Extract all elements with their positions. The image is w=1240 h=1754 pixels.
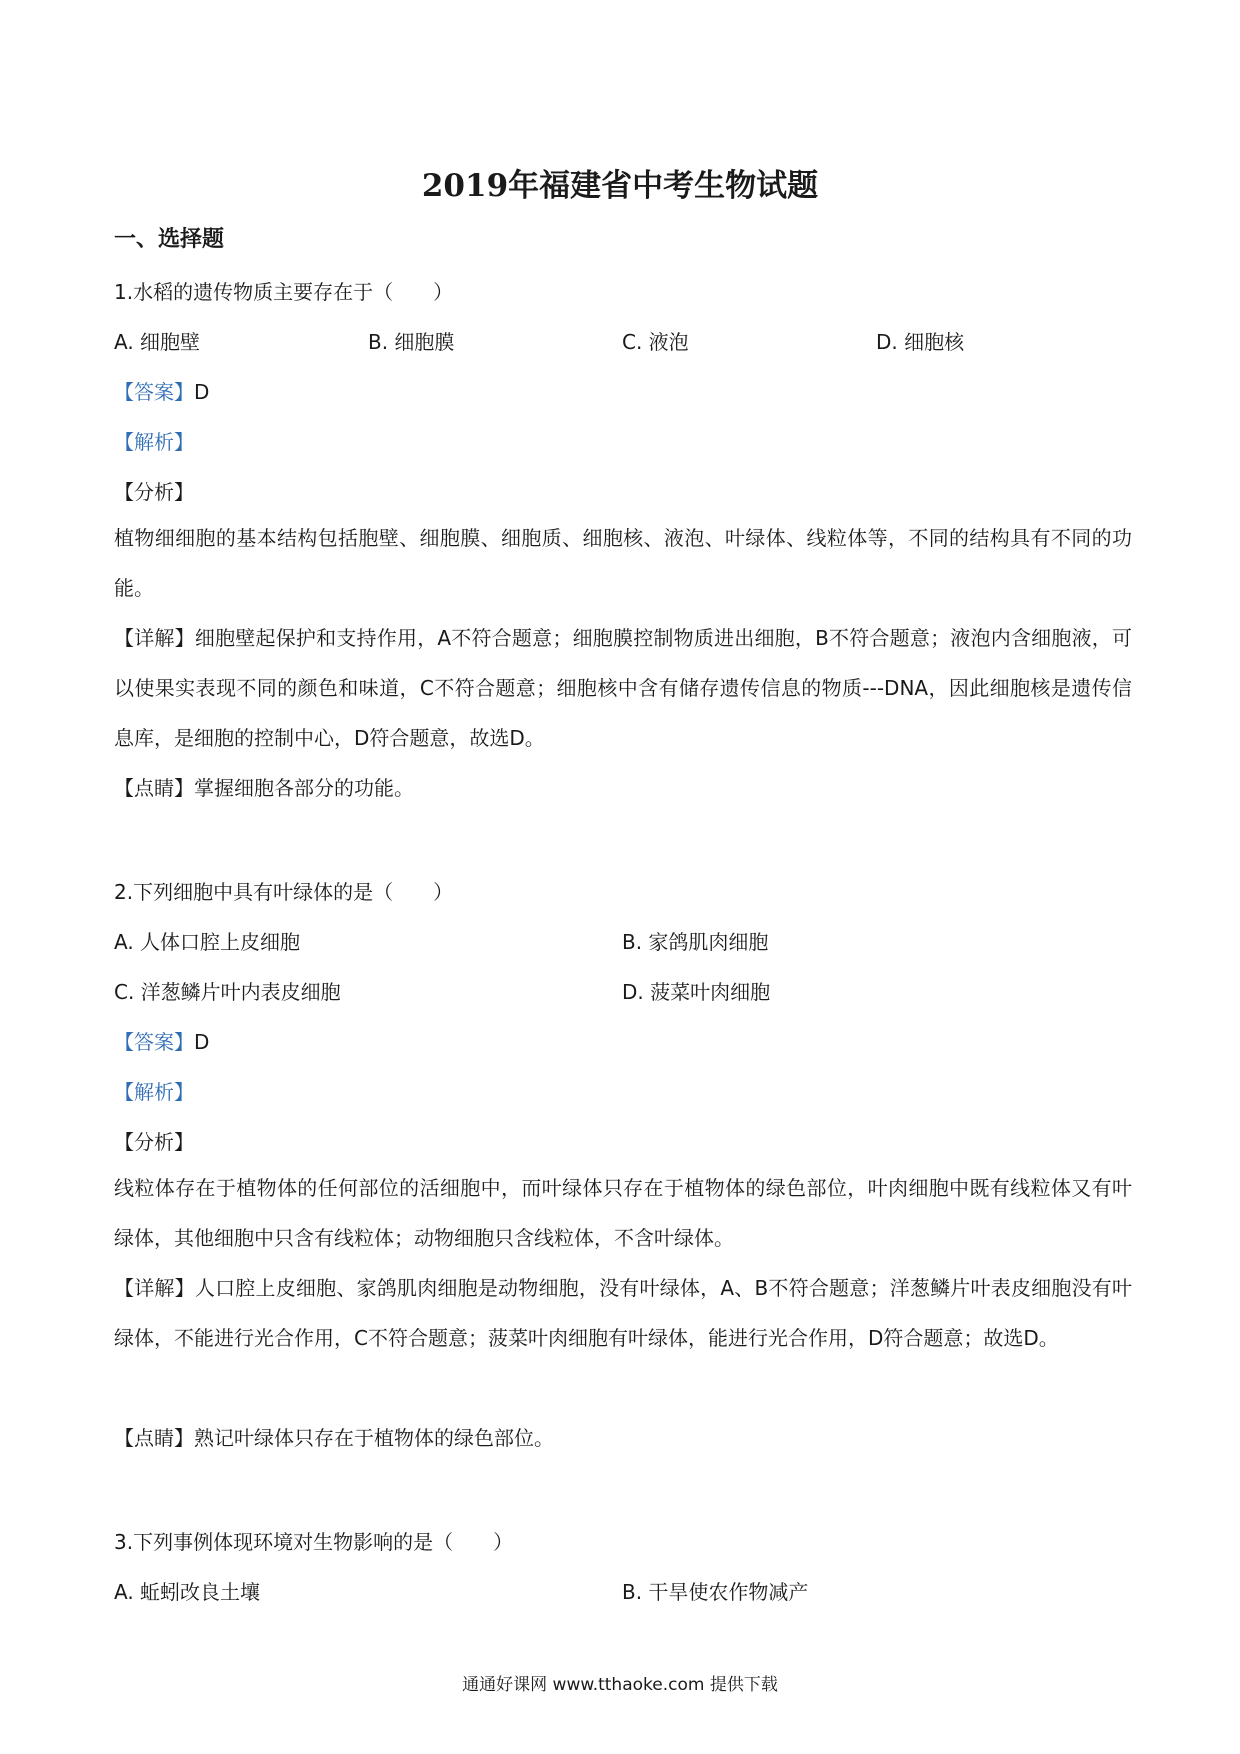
q1-detail xyxy=(114,613,1132,763)
q1-analysis-tag: 【解析】 xyxy=(114,430,194,454)
q2-detail-tag: 【详解】 xyxy=(114,1276,195,1300)
q2-option-d: D. 菠菜叶肉细胞 xyxy=(622,980,771,1004)
q1-option-b: B. 细胞膜 xyxy=(368,330,455,354)
q1-detail-tag: 【详解】 xyxy=(114,626,195,650)
q1-fenxi-tag: 【分析】 xyxy=(114,480,194,504)
q2-analysis-tag: 【解析】 xyxy=(114,1080,194,1104)
q1-option-c: C. 液泡 xyxy=(622,330,689,354)
q1-detail-text: 细胞壁起保护和支持作用，A不符合题意；细胞膜控制物质进出细胞，B不符合题意；液泡内含细胞液，可以使果实表现不同的颜色和味道，C不符合题意；细胞核中含有储存遗传信息的物质---DNA，因此细胞核是遗传信息库，是细胞的控制中心，D符合题意，故选D。 xyxy=(114,626,1133,750)
q1-point xyxy=(114,763,1132,813)
q2-detail-text: 人口腔上皮细胞、家鸽肌肉细胞是动物细胞，没有叶绿体，A、B不符合题意；洋葱鳞片叶表皮细胞没有叶绿体，不能进行光合作用，C不符合题意；菠菜叶肉细胞有叶绿体，能进行光合作用，D符合题意；故选D。 xyxy=(114,1276,1133,1350)
q2-option-c: C. 洋葱鳞片叶内表皮细胞 xyxy=(114,980,341,1004)
document-title: 2019年福建省中考生物试题 xyxy=(421,168,819,204)
q2-answer-value: D xyxy=(194,1030,210,1054)
section-heading: 一、选择题 xyxy=(114,226,225,252)
q2-answer-line xyxy=(114,1026,209,1055)
question-2-stem: 2.下列细胞中具有叶绿体的是（ ） xyxy=(114,880,454,904)
q1-point-text: 掌握细胞各部分的功能。 xyxy=(194,776,414,800)
q1-answer-value: D xyxy=(194,380,210,404)
q2-detail xyxy=(114,1263,1132,1363)
q2-answer-tag: 【答案】 xyxy=(114,1030,194,1054)
q2-point xyxy=(114,1413,1132,1463)
q1-answer-tag: 【答案】 xyxy=(114,380,194,404)
q2-fenxi-text: 线粒体存在于植物体的任何部位的活细胞中，而叶绿体只存在于植物体的绿色部位，叶肉细胞中既有线粒体又有叶绿体，其他细胞中只含有线粒体；动物细胞只含线粒体，不含叶绿体。 xyxy=(114,1176,1132,1250)
question-3-stem: 3.下列事例体现环境对生物影响的是（ ） xyxy=(114,1530,514,1554)
question-1-stem: 1.水稻的遗传物质主要存在于（ ） xyxy=(114,280,454,304)
q3-option-a: A. 蚯蚓改良土壤 xyxy=(114,1580,261,1604)
q2-point-text: 熟记叶绿体只存在于植物体的绿色部位。 xyxy=(194,1426,554,1450)
q3-option-b: B. 干旱使农作物减产 xyxy=(622,1580,809,1604)
q2-option-a: A. 人体口腔上皮细胞 xyxy=(114,930,301,954)
q1-point-tag: 【点睛】 xyxy=(114,776,194,800)
q2-option-b: B. 家鸽肌肉细胞 xyxy=(622,930,769,954)
q2-point-tag: 【点睛】 xyxy=(114,1426,194,1450)
q1-option-a: A. 细胞壁 xyxy=(114,330,201,354)
footer-source: 通通好课网 www.tthaoke.com 提供下载 xyxy=(462,1675,778,1695)
q1-answer-line xyxy=(114,376,209,405)
q2-fenxi-tag: 【分析】 xyxy=(114,1130,194,1154)
q1-option-d: D. 细胞核 xyxy=(876,330,965,354)
q1-fenxi-text: 植物细细胞的基本结构包括胞壁、细胞膜、细胞质、细胞核、液泡、叶绿体、线粒体等，不同的结构具有不同的功能。 xyxy=(114,526,1132,600)
